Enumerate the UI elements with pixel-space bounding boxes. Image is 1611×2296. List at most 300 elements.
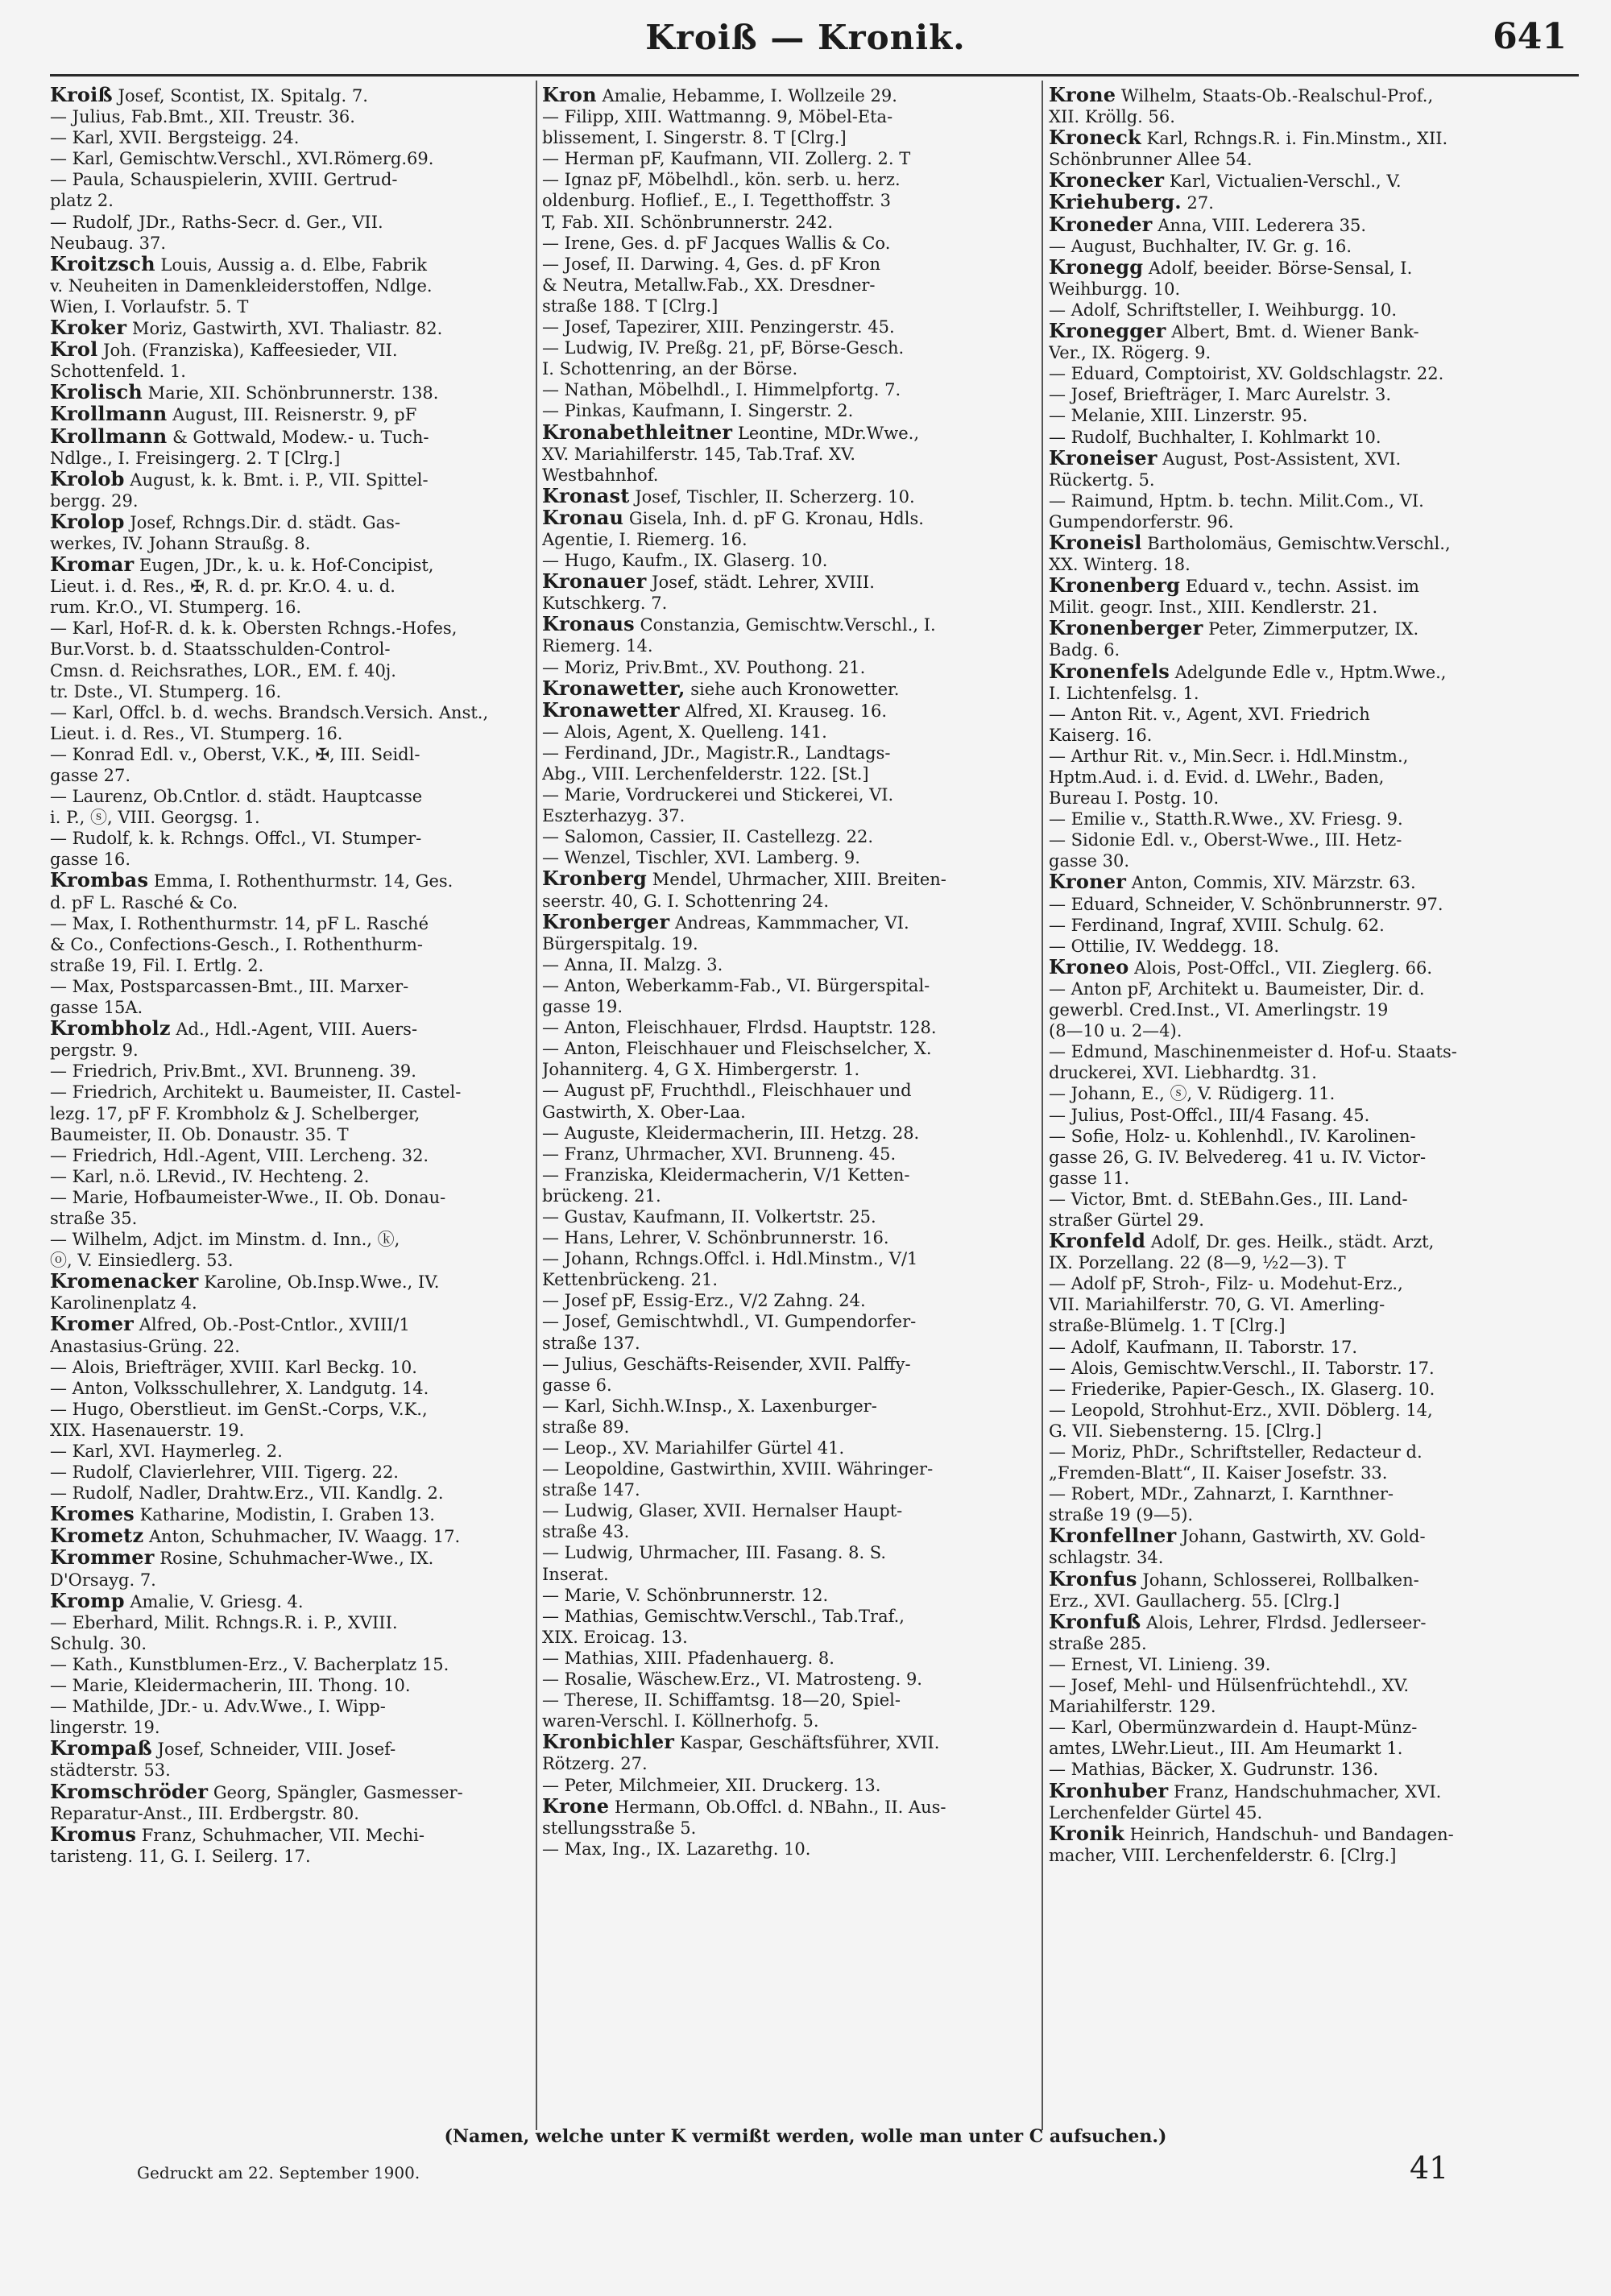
headword: Krompaß: [50, 1738, 152, 1760]
headword: Kronauer: [542, 571, 647, 594]
directory-line: Kron Amalie, Hebamme, I. Wollzeile 29.: [542, 85, 897, 106]
directory-line: — August pF, Fruchthdl., Fleischhauer und: [542, 1081, 912, 1101]
headword: Kronegger: [1049, 321, 1166, 343]
directory-line: Wien, I. Vorlaufstr. 5. T: [50, 296, 249, 316]
directory-line: — Anton pF, Architekt u. Baumeister, Dir. d.: [1049, 978, 1425, 999]
directory-line: Weihburgg. 10.: [1049, 279, 1181, 299]
directory-line: — August, Buchhalter, IV. Gr. g. 16.: [1049, 236, 1352, 256]
directory-line: Kroitzsch Louis, Aussig a. d. Elbe, Fabrik: [50, 253, 427, 275]
headword: Kronberg: [542, 868, 648, 891]
directory-line: — Karl, Hof-R. d. k. k. Obersten Rchngs.-Hofes,: [50, 618, 458, 639]
directory-line: — Peter, Milchmeier, XII. Druckerg. 13.: [542, 1775, 881, 1795]
directory-line: Cmsn. d. Reichsrathes, LOR., EM. f. 40j.: [50, 660, 396, 681]
directory-line: Lieut. i. d. Res., VI. Stumperg. 16.: [50, 723, 343, 743]
directory-line: — Mathilde, JDr.- u. Adv.Wwe., I. Wipp-: [50, 1697, 386, 1717]
directory-line: Krone Hermann, Ob.Offcl. d. NBahn., II. Aus-: [542, 1795, 946, 1818]
headword: Kromenacker: [50, 1271, 199, 1293]
directory-line: — Rudolf, Buchhalter, I. Kohlmarkt 10.: [1049, 427, 1381, 447]
directory-line: — Hugo, Kaufm., IX. Glaserg. 10.: [542, 551, 828, 571]
directory-line: Kronawetter, siehe auch Kronowetter.: [542, 677, 900, 700]
directory-line: (8—10 u. 2—4).: [1049, 1021, 1182, 1041]
directory-line: tr. Dste., VI. Stumperg. 16.: [50, 681, 282, 701]
directory-line: Kriehuberg. 27.: [1049, 192, 1214, 214]
directory-line: — Edmund, Maschinenmeister d. Hof-u. Staats-: [1049, 1042, 1457, 1062]
directory-line: XII. Kröllg. 56.: [1049, 107, 1175, 127]
directory-line: Krolop Josef, Rchngs.Dir. d. städt. Gas-: [50, 511, 401, 533]
headword: Kronenberg: [1049, 575, 1181, 598]
directory-line: straße 19, Fil. I. Ertlg. 2.: [50, 955, 264, 975]
directory-line: Kroneck Karl, Rchngs.R. i. Fin.Minstm., XII.: [1049, 127, 1448, 150]
directory-line: Kronberger Andreas, Kammmacher, VI.: [542, 911, 909, 933]
directory-line: D'Orsayg. 7.: [50, 1570, 156, 1590]
directory-line: Ver., IX. Rögerg. 9.: [1049, 343, 1211, 363]
directory-line: gasse 11.: [1049, 1168, 1130, 1188]
directory-line: — Sidonie Edl. v., Oberst-Wwe., III. Hetz-: [1049, 830, 1402, 850]
directory-line: — Victor, Bmt. d. StEBahn.Ges., III. Land-: [1049, 1189, 1408, 1209]
headword: Kroner: [1049, 871, 1127, 894]
directory-line: — Anton Rit. v., Agent, XVI. Friedrich: [1049, 704, 1370, 724]
directory-line: — Karl, Sichh.W.Insp., X. Laxenburger-: [542, 1396, 877, 1416]
directory-line: amtes, LWehr.Lieut., III. Am Heumarkt 1.: [1049, 1739, 1403, 1759]
directory-line: Gumpendorferstr. 96.: [1049, 511, 1234, 532]
directory-line: straße 89.: [542, 1417, 630, 1437]
directory-line: — Marie, V. Schönbrunnerstr. 12.: [542, 1585, 829, 1605]
directory-line: — Anna, II. Malzg. 3.: [542, 954, 723, 974]
headword: Kronfus: [1049, 1568, 1137, 1591]
directory-line: Kronenberger Peter, Zimmerputzer, IX.: [1049, 618, 1419, 640]
headword: Kromer: [50, 1313, 135, 1336]
directory-line: — Ferdinand, Ingraf, XVIII. Schulg. 62.: [1049, 915, 1385, 935]
directory-line: Krolisch Marie, XII. Schönbrunnerstr. 138.: [50, 382, 439, 404]
directory-line: — Johann, Rchngs.Offcl. i. Hdl.Minstm., V/1: [542, 1249, 918, 1269]
column-divider: [536, 81, 539, 2130]
directory-line: — Alois, Gemischtw.Verschl., II. Taborstr. 17.: [1049, 1358, 1435, 1378]
directory-line: Krollmann August, III. Reisnerstr. 9, pF: [50, 403, 417, 426]
directory-line: Kromar Eugen, JDr., k. u. k. Hof-Concipist,: [50, 554, 434, 577]
directory-line: — Mathias, Gemischtw.Verschl., Tab.Traf.,: [542, 1606, 905, 1626]
footer-note: (Namen, welche unter K vermißt werden, wolle man unter C aufsuchen.): [444, 2126, 1167, 2147]
directory-line: Lieut. i. d. Res., ✠, R. d. pr. Kr.O. 4. u. d.: [50, 577, 396, 597]
directory-line: gasse 6.: [542, 1375, 612, 1395]
directory-line: — Eduard, Comptoirist, XV. Goldschlagstr. 22.: [1049, 364, 1444, 384]
directory-line: waren-Verschl. I. Köllnerhofg. 5.: [542, 1711, 819, 1731]
headword: Kriehuberg.: [1049, 192, 1182, 214]
directory-line: blissement, I. Singerstr. 8. T [Clrg.]: [542, 128, 847, 148]
directory-line: — Laurenz, Ob.Cntlor. d. städt. Hauptcasse: [50, 787, 423, 807]
header-rule: [50, 74, 1579, 77]
headword: Kroker: [50, 317, 127, 340]
directory-line: Krolob August, k. k. Bmt. i. P., VII. Spittel-: [50, 468, 429, 490]
headword: Krombas: [50, 870, 149, 892]
directory-line: Kettenbrückeng. 21.: [542, 1270, 719, 1290]
headword: Krone: [542, 1795, 610, 1818]
column-3: [1049, 85, 1544, 2126]
directory-line: gasse 16.: [50, 850, 131, 870]
directory-line: — Rudolf, Nadler, Drahtw.Erz., VII. Kandlg. 2.: [50, 1483, 444, 1504]
directory-line: — Josef, Gemischtwhdl., VI. Gumpendorfer-: [542, 1312, 917, 1332]
directory-line: Hptm.Aud. i. d. Evid. d. LWehr., Baden,: [1049, 767, 1385, 787]
directory-line: — Ignaz pF, Möbelhdl., kön. serb. u. herz.: [542, 170, 901, 190]
directory-line: — Kath., Kunstblumen-Erz., V. Bacherplatz 15.: [50, 1654, 449, 1674]
directory-line: Kutschkerg. 7.: [542, 594, 668, 614]
headword: Krommer: [50, 1547, 155, 1570]
directory-line: Krombholz Ad., Hdl.-Agent, VIII. Auers-: [50, 1018, 418, 1040]
directory-line: Westbahnhof.: [542, 465, 659, 485]
headword: Kronenberger: [1049, 618, 1203, 640]
headword: Krol: [50, 339, 98, 362]
headword: Kronhuber: [1049, 1780, 1169, 1802]
directory-line: gasse 15A.: [50, 998, 143, 1018]
directory-line: Rötzerg. 27.: [542, 1754, 648, 1774]
column-2: [542, 85, 1025, 2126]
directory-line: — Wilhelm, Adjct. im Minstm. d. Inn., ⓚ,: [50, 1230, 400, 1250]
directory-line: Inserat.: [542, 1564, 609, 1584]
directory-line: Krometz Anton, Schuhmacher, IV. Waagg. 17.: [50, 1525, 461, 1548]
directory-line: — Johann, E., ⓢ, V. Rüdigerg. 11.: [1049, 1084, 1336, 1104]
headword: Krolisch: [50, 382, 143, 404]
headword: Kronberger: [542, 911, 670, 933]
directory-line: — Rudolf, k. k. Rchngs. Offcl., VI. Stumper-: [50, 829, 422, 849]
directory-line: — Mathias, Bäcker, X. Gudrunstr. 136.: [1049, 1760, 1379, 1780]
directory-line: — Marie, Kleidermacherin, III. Thong. 10.: [50, 1676, 411, 1696]
directory-line: macher, VIII. Lerchenfelderstr. 6. [Clrg.]: [1049, 1845, 1397, 1865]
directory-line: Kronabethleitner Leontine, MDr.Wwe.,: [542, 421, 920, 444]
directory-line: Kaiserg. 16.: [1049, 725, 1153, 745]
directory-line: T, Fab. XII. Schönbrunnerstr. 242.: [542, 212, 834, 232]
headword: Kroneck: [1049, 127, 1141, 150]
headword: Kronawetter,: [542, 677, 685, 700]
headword: Kron: [542, 85, 597, 106]
column-divider: [1042, 81, 1045, 2130]
directory-line: Kromes Katharine, Modistin, I. Graben 13.: [50, 1504, 435, 1526]
directory-line: — Josef, II. Darwing. 4, Ges. d. pF Kron: [542, 254, 881, 274]
directory-line: Kroker Moriz, Gastwirth, XVI. Thaliastr. 82.: [50, 317, 443, 340]
directory-line: — Adolf, Kaufmann, II. Taborstr. 17.: [1049, 1337, 1358, 1357]
headword: Kronenfels: [1049, 660, 1170, 683]
directory-line: — Ludwig, Glaser, XVII. Hernalser Haupt-: [542, 1501, 903, 1521]
directory-line: — Gustav, Kaufmann, II. Volkertstr. 25.: [542, 1206, 876, 1227]
directory-line: Johanniterg. 4, G X. Himbergerstr. 1.: [542, 1060, 860, 1080]
directory-line: gasse 30.: [1049, 851, 1130, 871]
directory-line: ⓞ, V. Einsiedlerg. 53.: [50, 1251, 234, 1271]
directory-line: städterstr. 53.: [50, 1760, 171, 1781]
directory-line: & Co., Confections-Gesch., I. Rothenthurm-: [50, 934, 423, 954]
directory-line: XIX. Hasenauerstr. 19.: [50, 1420, 245, 1440]
directory-line: — Nathan, Möbelhdl., I. Himmelpfortg. 7.: [542, 380, 901, 400]
directory-line: gewerbl. Cred.Inst., VI. Amerlingstr. 19: [1049, 1000, 1389, 1020]
directory-line: gasse 27.: [50, 766, 131, 785]
directory-line: druckerei, XVI. Liebhardtg. 31.: [1049, 1063, 1317, 1083]
directory-line: — Karl, Obermünzwardein d. Haupt-Münz-: [1049, 1718, 1418, 1738]
directory-line: — Karl, XVII. Bergsteigg. 24.: [50, 128, 300, 148]
headword: Kronbichler: [542, 1731, 675, 1754]
directory-line: Kronawetter Alfred, XI. Krauseg. 16.: [542, 699, 888, 722]
headword: Kromes: [50, 1504, 135, 1526]
directory-line: — Therese, II. Schiffamtsg. 18—20, Spiel-: [542, 1690, 901, 1711]
directory-line: Kromer Alfred, Ob.-Post-Cntlor., XVIII/1: [50, 1313, 410, 1336]
directory-line: — Filipp, XIII. Wattmanng. 9, Möbel-Eta-: [542, 107, 893, 127]
directory-line: Kromenacker Karoline, Ob.Insp.Wwe., IV.: [50, 1271, 440, 1293]
directory-line: — Ludwig, IV. Preßg. 21, pF, Börse-Gesch.: [542, 338, 905, 358]
directory-line: Krone Wilhelm, Staats-Ob.-Realschul-Prof.,: [1049, 85, 1434, 106]
directory-line: oldenburg. Hoflief., E., I. Tegetthoffstr. 3: [542, 191, 892, 211]
directory-line: I. Schottenring, an der Börse.: [542, 359, 798, 379]
directory-line: — Ludwig, Uhrmacher, III. Fasang. 8. S.: [542, 1543, 887, 1563]
directory-line: — Auguste, Kleidermacherin, III. Hetzg. 28.: [542, 1123, 920, 1143]
directory-line: — Raimund, Hptm. b. techn. Milit.Com., VI.: [1049, 490, 1424, 511]
headword: Krolop: [50, 511, 125, 533]
directory-line: Kromschröder Georg, Spängler, Gasmesser-: [50, 1781, 463, 1803]
directory-line: Badg. 6.: [1049, 640, 1120, 660]
directory-line: — Julius, Fab.Bmt., XII. Treustr. 36.: [50, 107, 355, 127]
directory-line: Kronau Gisela, Inh. d. pF G. Kronau, Hdls.: [542, 507, 924, 529]
headword: Krollmann: [50, 425, 168, 448]
directory-line: Neubaug. 37.: [50, 233, 167, 253]
headword: Kronau: [542, 507, 624, 529]
directory-line: — Mathias, XIII. Pfadenhauerg. 8.: [542, 1648, 834, 1668]
directory-line: — Adolf, Schriftsteller, I. Weihburgg. 10.: [1049, 300, 1398, 320]
directory-line: — Pinkas, Kaufmann, I. Singerstr. 2.: [542, 401, 854, 421]
directory-line: Krombas Emma, I. Rothenthurmstr. 14, Ges.: [50, 870, 453, 892]
directory-line: Kronast Josef, Tischler, II. Scherzerg. 10.: [542, 485, 915, 507]
directory-line: platz 2.: [50, 191, 114, 211]
directory-line: — Marie, Vordruckerei und Stickerei, VI.: [542, 785, 894, 805]
headword: Krone: [1049, 85, 1116, 106]
directory-line: d. pF L. Rasché & Co.: [50, 892, 238, 912]
directory-line: Ndlge., I. Freisingerg. 2. T [Clrg.]: [50, 448, 341, 468]
directory-line: — Ferdinand, JDr., Magistr.R., Landtags-: [542, 743, 891, 763]
directory-line: Schönbrunner Allee 54.: [1049, 150, 1253, 170]
directory-line: bergg. 29.: [50, 490, 139, 511]
directory-line: — Josef, Tapezirer, XIII. Penzingerstr. 45.: [542, 317, 895, 337]
directory-line: Kronenfels Adelgunde Edle v., Hptm.Wwe.,: [1049, 660, 1447, 683]
directory-line: — Julius, Post-Offcl., III/4 Fasang. 45.: [1049, 1105, 1370, 1125]
headword: Kronawetter: [542, 699, 680, 722]
directory-line: Bürgerspitalg. 19.: [542, 933, 698, 954]
directory-line: XIX. Eroicag. 13.: [542, 1627, 688, 1647]
directory-line: — Rosalie, Wäschew.Erz., VI. Matrosteng. 9.: [542, 1669, 922, 1690]
directory-line: — Salomon, Cassier, II. Castellezg. 22.: [542, 827, 874, 847]
directory-line: — Karl, n.ö. LRevid., IV. Hechteng. 2.: [50, 1166, 370, 1186]
directory-line: Eszterhazyg. 37.: [542, 806, 685, 826]
directory-line: Kromp Amalie, V. Griesg. 4.: [50, 1590, 304, 1612]
directory-line: i. P., ⓢ, VIII. Georgsg. 1.: [50, 808, 260, 828]
headword: Kronik: [1049, 1822, 1124, 1845]
headword: Krolob: [50, 468, 125, 490]
headword: Kroneo: [1049, 956, 1129, 978]
headword: Krombholz: [50, 1018, 171, 1040]
directory-line: — Herman pF, Kaufmann, VII. Zollerg. 2. T: [542, 149, 911, 169]
directory-line: — Marie, Hofbaumeister-Wwe., II. Ob. Donau-: [50, 1187, 446, 1207]
column-1: [50, 85, 533, 2126]
headword: Kromus: [50, 1823, 137, 1846]
directory-line: XV. Mariahilferstr. 145, Tab.Traf. XV.: [542, 444, 856, 464]
directory-line: rum. Kr.O., VI. Stumperg. 16.: [50, 598, 302, 618]
directory-line: Kroneiser August, Post-Assistent, XVI.: [1049, 447, 1402, 470]
directory-line: Erz., XVI. Gaullacherg. 55. [Clrg.]: [1049, 1591, 1340, 1611]
directory-line: Krollmann & Gottwald, Modew.- u. Tuch-: [50, 425, 429, 448]
directory-line: — Friedrich, Priv.Bmt., XVI. Brunneng. 39.: [50, 1061, 416, 1082]
directory-line: — Max, Postsparcassen-Bmt., III. Marxer-: [50, 976, 409, 996]
directory-line: — Friederike, Papier-Gesch., IX. Glaserg. 10.: [1049, 1379, 1435, 1399]
directory-line: Kronfeld Adolf, Dr. ges. Heilk., städt. Arzt,: [1049, 1231, 1435, 1253]
directory-line: Kroneder Anna, VIII. Lederera 35.: [1049, 213, 1367, 236]
directory-line: — Eberhard, Milit. Rchngs.R. i. P., XVIII.: [50, 1612, 398, 1632]
directory-line: Kronbichler Kaspar, Geschäftsführer, XVII.: [542, 1731, 940, 1754]
directory-line: VII. Mariahilferstr. 70, G. VI. Amerling-: [1049, 1295, 1385, 1315]
directory-line: straße 188. T [Clrg.]: [542, 296, 719, 316]
directory-line: Kronecker Karl, Victualien-Verschl., V.: [1049, 170, 1402, 192]
directory-line: Milit. geogr. Inst., XIII. Kendlerstr. 21.: [1049, 598, 1378, 618]
directory-line: — Rudolf, JDr., Raths-Secr. d. Ger., VII.: [50, 212, 383, 232]
directory-line: Kronenberg Eduard v., techn. Assist. im: [1049, 575, 1419, 598]
directory-line: — Ottilie, IV. Weddegg. 18.: [1049, 936, 1280, 956]
directory-line: IX. Porzellang. 22 (8—9, ½2—3). T: [1049, 1253, 1346, 1273]
directory-line: pergstr. 9.: [50, 1040, 139, 1061]
directory-line: — Emilie v., Statth.R.Wwe., XV. Friesg. 9.: [1049, 809, 1403, 829]
directory-line: Kronegg Adolf, beeider. Börse-Sensal, I.: [1049, 256, 1413, 279]
directory-line: Schulg. 30.: [50, 1633, 147, 1653]
directory-line: lezg. 17, pF F. Krombholz & J. Schelberger,: [50, 1103, 420, 1123]
headword: Kronabethleitner: [542, 421, 733, 444]
directory-line: Kronberg Mendel, Uhrmacher, XIII. Breiten-: [542, 868, 946, 891]
directory-line: straße 35.: [50, 1208, 138, 1228]
directory-line: — Franz, Uhrmacher, XVI. Brunneng. 45.: [542, 1144, 897, 1164]
directory-line: Riemerg. 14.: [542, 636, 653, 656]
headword: Kromar: [50, 554, 135, 577]
sheet-number: 41: [1410, 2150, 1449, 2186]
directory-line: Bur.Vorst. b. d. Staatsschulden-Control-: [50, 639, 391, 660]
directory-line: — Hugo, Oberstlieut. im GenSt.-Corps, V.K.,: [50, 1399, 428, 1419]
directory-line: — Moriz, PhDr., Schriftsteller, Redacteur d.: [1049, 1442, 1423, 1462]
directory-line: — Alois, Briefträger, XVIII. Karl Beckg. 10.: [50, 1357, 417, 1377]
page-title: Kroiß — Kronik.: [645, 18, 966, 57]
directory-line: — Wenzel, Tischler, XVI. Lamberg. 9.: [542, 848, 860, 868]
directory-line: seerstr. 40, G. I. Schottenring 24.: [542, 891, 830, 911]
directory-line: stellungsstraße 5.: [542, 1818, 697, 1838]
directory-line: — Leopold, Strohhut-Erz., XVII. Döblerg. 14,: [1049, 1400, 1433, 1420]
directory-line: Kronfellner Johann, Gastwirth, XV. Gold-: [1049, 1525, 1426, 1548]
directory-line: Kronfuß Alois, Lehrer, Flrdsd. Jedlerseer-: [1049, 1611, 1427, 1633]
headword: Kronast: [542, 485, 630, 507]
directory-line: — Josef, Briefträger, I. Marc Aurelstr. 3.: [1049, 385, 1392, 405]
directory-line: straße 285.: [1049, 1633, 1147, 1653]
directory-line: XX. Winterg. 18.: [1049, 555, 1191, 575]
page-number: 641: [1493, 16, 1567, 57]
directory-line: Abg., VIII. Lerchenfelderstr. 122. [St.]: [542, 764, 869, 784]
directory-line: Rückertg. 5.: [1049, 470, 1155, 490]
directory-line: G. VII. Siebensterng. 15. [Clrg.]: [1049, 1421, 1322, 1441]
directory-line: — Alois, Agent, X. Quelleng. 141.: [542, 722, 827, 742]
directory-line: — Moriz, Priv.Bmt., XV. Pouthong. 21.: [542, 657, 866, 677]
directory-line: — Josef, Mehl- und Hülsenfrüchtehdl., XV.: [1049, 1676, 1410, 1696]
directory-line: — Ernest, VI. Linieng. 39.: [1049, 1654, 1271, 1674]
directory-line: Krommer Rosine, Schuhmacher-Wwe., IX.: [50, 1547, 434, 1570]
running-head: [0, 14, 1611, 63]
directory-line: Mariahilferstr. 129.: [1049, 1697, 1216, 1717]
directory-line: — Robert, MDr., Zahnarzt, I. Karnthner-: [1049, 1484, 1394, 1504]
directory-line: straße-Blümelg. 1. T [Clrg.]: [1049, 1316, 1286, 1336]
directory-line: — Eduard, Schneider, V. Schönbrunnerstr. 97.: [1049, 894, 1443, 914]
directory-line: Kronauer Josef, städt. Lehrer, XVIII.: [542, 571, 875, 594]
directory-line: Reparatur-Anst., III. Erdbergstr. 80.: [50, 1803, 359, 1823]
directory-line: — Karl, Offcl. b. d. wechs. Brandsch.Versich. Anst.,: [50, 702, 489, 722]
directory-line: Kroneo Alois, Post-Offcl., VII. Zieglerg. 66.: [1049, 956, 1433, 978]
directory-line: straße 43.: [542, 1522, 630, 1542]
headword: Kronecker: [1049, 170, 1165, 192]
directory-line: Kronegger Albert, Bmt. d. Wiener Bank-: [1049, 321, 1419, 343]
directory-line: — Sofie, Holz- u. Kohlenhdl., IV. Karolinen-: [1049, 1126, 1416, 1146]
directory-line: — Josef pF, Essig-Erz., V/2 Zahng. 24.: [542, 1291, 866, 1311]
directory-line: — Karl, XVI. Haymerleg. 2.: [50, 1442, 283, 1461]
directory-line: schlagstr. 34.: [1049, 1548, 1164, 1568]
headword: Kromschröder: [50, 1781, 209, 1803]
directory-line: — Leopoldine, Gastwirthin, XVIII. Währinger-: [542, 1459, 934, 1479]
directory-line: Kromus Franz, Schuhmacher, VII. Mechi-: [50, 1823, 424, 1846]
directory-line: I. Lichtenfelsg. 1.: [1049, 683, 1199, 703]
directory-line: gasse 26, G. IV. Belvedereg. 41 u. IV. Victor-: [1049, 1147, 1427, 1167]
directory-line: lingerstr. 19.: [50, 1718, 160, 1738]
directory-line: taristeng. 11, G. I. Seilerg. 17.: [50, 1846, 311, 1866]
directory-line: Krol Joh. (Franziska), Kaffeesieder, VII.: [50, 339, 398, 362]
directory-line: Anastasius-Grüng. 22.: [50, 1336, 240, 1356]
headword: Kromp: [50, 1590, 125, 1612]
directory-line: gasse 19.: [542, 997, 623, 1017]
directory-line: straße 147.: [542, 1480, 640, 1500]
headword: Kronegg: [1049, 256, 1144, 279]
headword: Kronaus: [542, 614, 635, 636]
directory-line: Gastwirth, X. Ober-Laa.: [542, 1102, 746, 1122]
directory-line: Kroner Anton, Commis, XIV. Märzstr. 63.: [1049, 871, 1416, 894]
print-date: Gedruckt am 22. September 1900.: [137, 2163, 420, 2182]
headword: Kroneiser: [1049, 447, 1158, 470]
directory-line: — Paula, Schauspielerin, XVIII. Gertrud-: [50, 170, 398, 190]
directory-line: — Hans, Lehrer, V. Schönbrunnerstr. 16.: [542, 1228, 889, 1248]
directory-line: Baumeister, II. Ob. Donaustr. 35. T: [50, 1124, 349, 1144]
directory-line: — Anton, Volksschullehrer, X. Landgutg. 14.: [50, 1378, 429, 1398]
directory-line: — Anton, Weberkamm-Fab., VI. Bürgerspital-: [542, 975, 930, 995]
directory-line: — Leop., XV. Mariahilfer Gürtel 41.: [542, 1438, 845, 1458]
directory-line: werkes, IV. Johann Straußg. 8.: [50, 533, 311, 553]
headword: Kroitzsch: [50, 253, 155, 275]
directory-line: — Franziska, Kleidermacherin, V/1 Ketten-: [542, 1165, 910, 1185]
directory-line: — Adolf pF, Stroh-, Filz- u. Modehut-Erz.,: [1049, 1274, 1403, 1294]
headword: Kroneisl: [1049, 532, 1142, 554]
directory-line: — Friedrich, Architekt u. Baumeister, II. Castel-: [50, 1082, 462, 1102]
directory-line: — Anton, Fleischhauer, Flrdsd. Hauptstr. 128.: [542, 1018, 937, 1038]
directory-line: — Irene, Ges. d. pF Jacques Wallis & Co.: [542, 233, 891, 253]
directory-line: — Friedrich, Hdl.-Agent, VIII. Lercheng. 32.: [50, 1145, 429, 1165]
directory-line: — Arthur Rit. v., Min.Secr. i. Hdl.Minstm.,: [1049, 746, 1409, 766]
directory-line: & Neutra, Metallw.Fab., XX. Dresdner-: [542, 275, 876, 295]
headword: Kronfellner: [1049, 1525, 1177, 1548]
headword: Krometz: [50, 1525, 144, 1548]
directory-line: — Max, I. Rothenthurmstr. 14, pF L. Rasché: [50, 913, 429, 933]
directory-line: — Anton, Fleischhauer und Fleischselcher, X.: [542, 1039, 932, 1059]
directory-line: brückeng. 21.: [542, 1185, 661, 1206]
directory-line: Krompaß Josef, Schneider, VIII. Josef-: [50, 1738, 396, 1760]
directory-line: „Fremden-Blatt“, II. Kaiser Josefstr. 33.: [1049, 1463, 1388, 1483]
directory-line: straßer Gürtel 29.: [1049, 1210, 1204, 1230]
directory-line: Kroneisl Bartholomäus, Gemischtw.Verschl.,: [1049, 532, 1451, 554]
directory-line: straße 137.: [542, 1333, 640, 1353]
headword: Kroiß: [50, 85, 113, 106]
directory-line: Kronaus Constanzia, Gemischtw.Verschl., I.: [542, 614, 936, 636]
directory-line: Agentie, I. Riemerg. 16.: [542, 529, 748, 549]
directory-line: — Melanie, XIII. Linzerstr. 95.: [1049, 406, 1308, 426]
directory-line: Kronhuber Franz, Handschuhmacher, XVI.: [1049, 1780, 1442, 1802]
headword: Kronfuß: [1049, 1611, 1141, 1633]
